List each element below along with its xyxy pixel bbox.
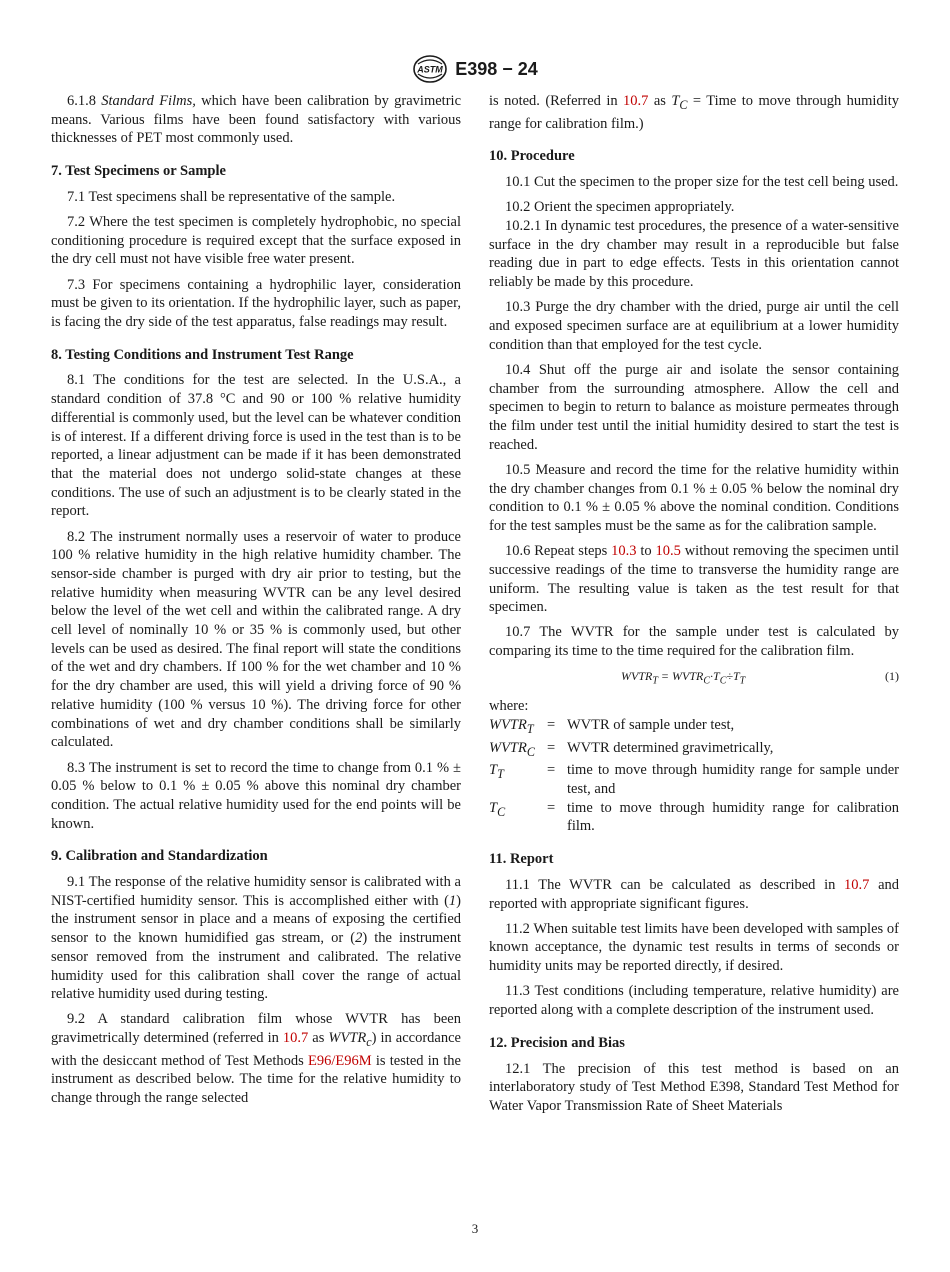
ref-10-7-link[interactable]: 10.7 bbox=[844, 876, 870, 893]
section-7-heading: 7. Test Specimens or Sample bbox=[51, 163, 226, 180]
section-8-3: 8.3 The instrument is set to record the time to change from 0.1 % ± 0.05 % below to 0.1 % ± 0.05 % above this nominal dry chamber condition. The actual relative humidity used for the end points will be known. bbox=[51, 759, 461, 832]
variable-definitions bbox=[489, 716, 899, 836]
document-designation: E398 − 24 bbox=[455, 58, 538, 79]
section-12-1: 12.1 The precision of this test method is based on an interlaboratory study of Test Method E398, Standard Test Method for Water Vapor Transmission Rate of Sheet Materials bbox=[489, 1060, 899, 1114]
section-8-1: 8.1 The conditions for the test are selected. In the U.S.A., a standard condition of 37.8 °C and 90 or 100 % relative humidity differential is commonly used, but the level can be whatever condition is of interest. If a different driving force is used in the test than is to be reported, a linear adjustment can be made if it has been demonstrated that the material does not undergo solid-state changes at these conditions. The use of such an adjustment is to be clearly stated in the report. bbox=[51, 372, 461, 520]
section-9-2-continued: is noted. (Referred in 10.7 as $T_C$ = Time to move through humidity range for calibration film.) bbox=[489, 93, 899, 132]
left-column bbox=[51, 92, 461, 1114]
astm-logo-text: ASTM bbox=[417, 64, 443, 75]
astm-logo-icon bbox=[412, 54, 448, 84]
right-column bbox=[489, 92, 899, 1122]
equation-formula: $WVTR_T$ = $WVTR_C\cdot T_C\div T_T$ bbox=[621, 669, 746, 687]
section-7-3: 7.3 For specimens containing a hydrophilic layer, consideration must be given to its orientation. If the hydrophilic layer, such as paper, is facing the dry side of the test apparatus, false readings may result. bbox=[51, 276, 461, 331]
ref-e96-link[interactable]: E96/E96M bbox=[307, 1052, 372, 1069]
equation-number: (1) bbox=[885, 669, 899, 684]
section-8-2: 8.2 The instrument normally uses a reservoir of water to produce 100 % relative humidity in the high relative humidity chamber. The sensor-side chamber is purged with dry air prior to testing, but the relative humidity when measuring WVTR can be any level desired below the level of the wet cell and within the calibrated range. A dry cell level of nominally 10 % or 35 % is commonly used, but other levels can be used as desired. The final report will state the conditions of the wet and dry chambers. If 100 % for the wet chamber and 10 % for the dry chamber are used, this will yield a driving force of 90 % relative humidity (100 % versus 10 %). The driving force for other combinations of wet and dry chamber conditions shall be similarly calculated. bbox=[51, 528, 461, 751]
page-number: 3 bbox=[471, 1221, 479, 1236]
page-header bbox=[0, 54, 950, 84]
section-10-1: 10.1 Cut the specimen to the proper size for the test cell being used. bbox=[505, 174, 899, 190]
equation-1 bbox=[489, 667, 899, 691]
section-10-2: 10.2 Orient the specimen appropriately. bbox=[505, 199, 735, 216]
section-10-5: 10.5 Measure and record the time for the relative humidity within the dry chamber changes from 0.1 % ± 0.05 % below the nominal dry condition to 0.1 % ± 0.05 % above the nominal condition. Conditions for the test samples must be the same as for the calibration sample. bbox=[489, 461, 899, 534]
section-10-4: 10.4 Shut off the purge air and isolate the sensor containing chamber from the surrounding atmosphere. Allow the cell and specimen to begin to return to balance as moisture permeates through the film under test until the initial humidity desired to start the test is reached. bbox=[489, 361, 899, 453]
ref-10-7-link[interactable]: 10.7 bbox=[623, 93, 649, 109]
definition-row: $T_T$ = time to move through humidity range for sample under test, and bbox=[489, 762, 899, 798]
section-9-1: 9.1 The response of the relative humidity sensor is calibrated with a NIST-certified humidity sensor. This is accomplished either with (1) the instrument sensor in place and a means of exposing the certified sensor to the known humidified gas stream, or (2) the instrument sensor removed from the instrument and calibrated. The relative humidity used for this calibration shall cover the range of actual relative humidity used during testing. bbox=[51, 874, 461, 1003]
section-9-heading: 9. Calibration and Standardization bbox=[51, 848, 268, 865]
section-7-2: 7.2 Where the test specimen is completely hydrophobic, no special conditioning procedure is required except that the surface exposed in the dry cell must not have visible free water present. bbox=[51, 214, 461, 268]
section-10-2-1: 10.2.1 In dynamic test procedures, the presence of a water-sensitive surface in the dry chamber may result in a reproducible but false reading due in part to edge effects. Tests in this orientation cannot reliably be made by this procedure. bbox=[489, 217, 899, 291]
ref-10-7-link[interactable]: 10.7 bbox=[282, 1030, 309, 1047]
section-11-heading: 11. Report bbox=[489, 851, 554, 868]
definition-row: $WVTR_C$ = WVTR determined gravimetrically, bbox=[489, 739, 774, 759]
section-10-6: 10.6 Repeat steps 10.3 to 10.5 without removing the specimen until successive readings of the time to transverse the humidity range are uniform. The resulting value is taken as the test result for that specimen. bbox=[489, 543, 900, 616]
section-10-3: 10.3 Purge the dry chamber with the dried, purge air until the cell and exposed specimen surface are at equilibrium at a lower humidity condition than that employed for the test cycle. bbox=[489, 299, 899, 353]
section-12-heading: 12. Precision and Bias bbox=[489, 1034, 625, 1051]
ref-10-5-link[interactable]: 10.5 bbox=[655, 543, 681, 560]
ref-10-3-link[interactable]: 10.3 bbox=[611, 543, 637, 560]
section-10-7: 10.7 The WVTR for the sample under test is calculated by comparing its time to the time required for the calibration film. bbox=[489, 624, 899, 660]
section-6-1-8: 6.1.8 Standard Films, which have been calibration by gravimetric means. Various films have been found satisfactory with various thicknesses of PET most commonly used. bbox=[51, 93, 462, 147]
section-7-1: 7.1 Test specimens shall be representative of the sample. bbox=[67, 188, 396, 205]
section-11-2: 11.2 When suitable test limits have been developed with samples of known acceptance, the dynamic test results in terms of seconds or humidity units may be reported directly, if desired. bbox=[489, 920, 899, 975]
section-11-1: 11.1 The WVTR can be calculated as described in 10.7 and reported with appropriate significant figures. bbox=[489, 876, 900, 912]
section-10-heading: 10. Procedure bbox=[489, 148, 575, 165]
definition-row: $T_C$ = time to move through humidity range for calibration film. bbox=[489, 799, 899, 835]
section-9-2: 9.2 A standard calibration film whose WVTR has been gravimetrically determined (referred in 10.7 as $WVTR_c$) in accordance with the desiccant method of Test Methods E96/E96M is tested in the instrument as described below. The time for the relative humidity to change through the range selected bbox=[51, 1011, 461, 1107]
where-label: where: bbox=[489, 698, 529, 715]
section-8-heading: 8. Testing Conditions and Instrument Test Range bbox=[51, 346, 354, 363]
section-11-3: 11.3 Test conditions (including temperature, relative humidity) are reported along with a complete description of the instrument used. bbox=[489, 983, 899, 1019]
definition-row: $WVTR_T$ = WVTR of sample under test, bbox=[489, 717, 735, 737]
